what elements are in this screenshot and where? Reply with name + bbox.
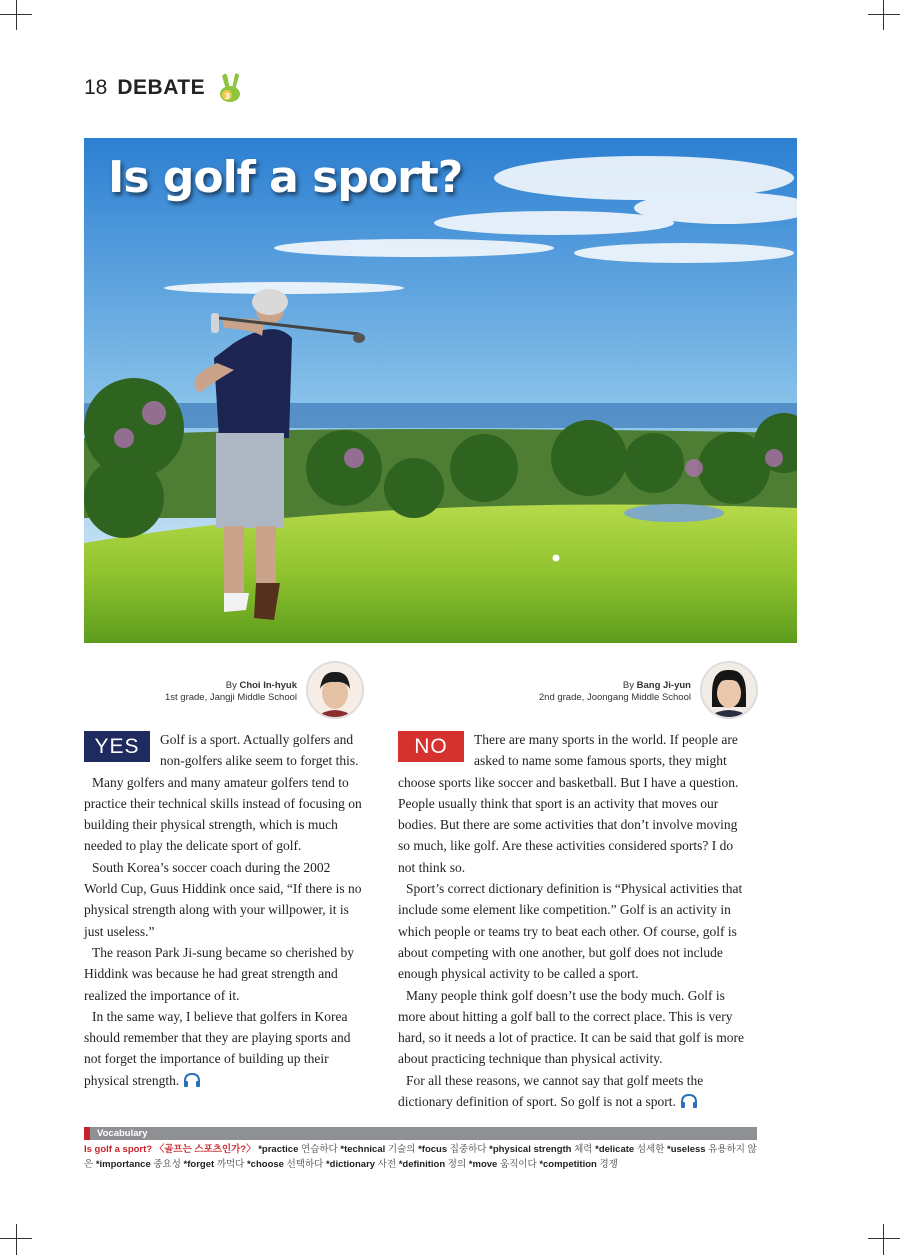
vocabulary-label: Vocabulary [97, 1128, 148, 1139]
vocabulary-term: *technical [340, 1144, 386, 1155]
vocabulary-term: *forget [183, 1159, 215, 1170]
paragraph-text: For all these reasons, we cannot say that golf meets the dictionary definition of sport. So golf is not a sport. [398, 1072, 704, 1110]
vocabulary-term: *competition [539, 1159, 597, 1170]
vocabulary-meaning: 중요성 [153, 1159, 181, 1170]
vocabulary-meaning: 기술의 [387, 1144, 416, 1155]
vocabulary-meaning: 경쟁 [599, 1159, 618, 1170]
hero-title: Is golf a sport? [108, 152, 463, 203]
crop-mark [883, 0, 884, 30]
vocabulary-term: *physical strength [489, 1144, 572, 1155]
vocabulary-meaning: 사전 [377, 1159, 397, 1170]
vocabulary-term: *choose [246, 1159, 284, 1170]
vocabulary-term: *move [468, 1159, 498, 1170]
author-school: 2nd grade, Joongang Middle School [538, 692, 691, 703]
vocabulary-meaning: 움직이다 [499, 1159, 537, 1170]
paragraph: There are many sports in the world. If people are asked to name some famous sports, they might choose sports like soccer and basketball. But I have a question. People usually think that sport is an activity that moves our bodies. But there are some activities that don’t involve moving so much, like golf. Are these activities considered sports? I do not think so. [398, 732, 739, 875]
avatar [306, 661, 364, 719]
vocabulary-term: *dictionary [325, 1159, 376, 1170]
vocabulary-list [84, 1142, 759, 1172]
author-byline [500, 680, 691, 704]
vocabulary-term: *importance [95, 1159, 151, 1170]
golf-course-illustration [84, 138, 797, 643]
no-tag: NO [398, 731, 464, 762]
paragraph: The reason Park Ji-sung became so cherished by Hiddink was because he had great strength and realized the importance of it. [84, 944, 355, 1003]
page-number: 18 [84, 76, 108, 99]
no-column [398, 729, 750, 1112]
paragraph [84, 1006, 364, 1091]
page-header [84, 72, 243, 104]
vocabulary-meaning: 집중하다 [449, 1144, 487, 1155]
crop-mark [868, 14, 900, 15]
vocabulary-heading: Is golf a sport? 〈골프는 스포츠인가?〉 [84, 1144, 256, 1155]
vocabulary-accent [84, 1127, 90, 1140]
vocabulary-meaning: 선택하다 [286, 1159, 324, 1170]
headphones-icon [183, 1073, 201, 1087]
vocabulary-term: *definition [398, 1159, 446, 1170]
vocabulary-meaning: 연습하다 [301, 1144, 338, 1155]
author-name: Bang Ji-yun [636, 680, 691, 691]
section-title: DEBATE [117, 76, 206, 99]
vocabulary-meaning: 섬세한 [636, 1144, 665, 1155]
author-by-label: By [622, 680, 634, 691]
paragraph [398, 1070, 750, 1113]
headphones-icon [680, 1094, 698, 1108]
paragraph: South Korea’s soccer coach during the 2002 World Cup, Guus Hiddink once said, “If there is no physical strength along with your willpower, it is just useless.” [84, 859, 362, 939]
paragraph: Sport’s correct dictionary definition is “Physical activities that include some element like competition.” Golf is an activity in which people or teams try to beat each other. Of course, golf is about competing with one another, but golf does not include enough physical activity to be called a sport. [398, 881, 743, 982]
vocabulary-term: *useless [667, 1144, 706, 1155]
vocabulary-bar [84, 1127, 757, 1140]
victory-hand-icon [213, 72, 243, 104]
paragraph: Golf is a sport. Actually golfers and non-golfers alike seem to forget this. [160, 732, 359, 769]
author-name: Choi In-hyuk [239, 680, 297, 691]
vocabulary-term: *practice [258, 1144, 299, 1155]
svg-text:3: 3 [224, 92, 231, 101]
crop-mark [868, 1238, 900, 1239]
vocabulary-meaning: 유용하지 않은 [84, 1144, 757, 1170]
paragraph: Many golfers and many amateur golfers tend to practice their technical skills instead of focusing on building their physical strength, which is much needed to play the delicate sport of golf. [84, 774, 362, 854]
yes-tag: YES [84, 731, 150, 762]
crop-mark [883, 1224, 884, 1255]
crop-mark [16, 0, 17, 30]
paragraph: Many people think golf doesn’t use the body much. Golf is more about hitting a golf ball to the correct place. This is very hard, so it needs a lot of practice. It can be said that golf is more about practicing technique than physical activity. [398, 987, 745, 1067]
author-byline [150, 680, 297, 704]
vocabulary-meaning: 까먹다 [216, 1159, 245, 1170]
vocabulary-term: *delicate [595, 1144, 635, 1155]
vocabulary-term: *focus [418, 1144, 448, 1155]
author-school: 1st grade, Jangji Middle School [164, 692, 297, 703]
crop-mark [16, 1224, 17, 1255]
paragraph-text: In the same way, I believe that golfers in Korea should remember that they are playing sports and not forget the importance of building up their physical strength. [84, 1008, 351, 1088]
vocabulary-meaning: 체력 [574, 1144, 593, 1155]
vocabulary-meaning: 정의 [447, 1159, 467, 1170]
author-by-label: By [225, 680, 237, 691]
yes-column [84, 729, 364, 1091]
hero-image [84, 138, 797, 643]
avatar [700, 661, 758, 719]
